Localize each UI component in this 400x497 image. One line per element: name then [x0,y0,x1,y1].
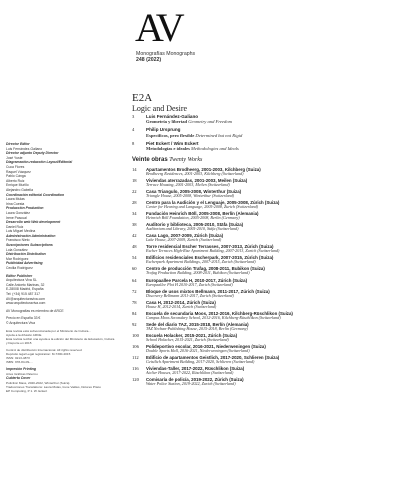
entry-text [146,141,392,152]
project-entry [132,255,392,265]
project-title: Apartamentos Brodheerg, 2001-2003, Kilchberg (Suiza) [146,166,261,172]
project-entry [132,300,392,310]
colophon-value: Policlinic Mass, 2020-2022, Winterthur (Suiza) [6,380,70,385]
colophon-value: Laura González [6,210,30,215]
colophon-legal: Esta revista recibió una ayuda a la edición del Ministerio de Educación, Cultura y Deporte en 2015 [6,336,115,345]
page-number: 22 [132,188,137,194]
colophon-label: Administración Administration [6,233,56,238]
entry-text [146,344,392,354]
project-entry [132,222,392,232]
colophon-label: Diagramación-redacción Layout/Editorial [6,160,73,165]
entry-text [146,167,392,177]
project-title: Viviendas-Taller, 2017-2022, Rüschlikon (Suiza) [146,366,245,372]
project-entry [132,377,392,387]
project-title: Bloque de usos mixtos Bellmann, 2011-2017, Zúrich (Suiza) [146,288,270,294]
colophon-label: Desarrollo web Web development [6,220,61,225]
project-entry [132,178,392,188]
page-number: 72 [132,288,137,294]
entry-title-es: Metodologías e ideales [146,146,190,152]
article-name: Logic and Desire [132,104,188,113]
colophon-legal: ISSN: 0213-487X [6,356,31,361]
page-number: 34 [132,211,137,216]
project-subtitle: Lake House, 2007-2009, Zurich (Switzerland) [146,237,222,243]
entry-text [146,178,392,188]
page-number: 48 [132,244,137,250]
colophon-value: Raquel Vázquez [6,169,31,174]
page-number: 8 [132,140,135,146]
colophon-value: Daniel Ruiz [6,224,24,229]
entry-author: Luis Fernández-Galiano [146,114,199,119]
entry-text [146,333,392,343]
entry-text [146,311,392,321]
article-title-block [132,92,187,114]
colophon-value: Laura Mulas [6,197,25,202]
entry-text [146,366,392,376]
colophon-value: Tel: (+34) 915 487 317 [6,292,41,296]
entry-text [146,189,392,199]
toc-entry [132,141,392,152]
colophon-value: Cecilia Rodríguez [6,266,33,271]
page-number: 64 [132,277,137,283]
entry-title-en: Determined but not Rigid [194,132,243,138]
colophon-value: AV@arquitecturaviva.com [6,296,45,301]
project-title: Casa Triangulo, 2005-2008, Winterthur (Suiza) [146,188,242,194]
entry-text [146,266,392,276]
colophon-label: Director Editor [6,142,30,146]
publication-name: Monografías Monographs [136,51,196,57]
entry-author: Philip Ursprung [146,127,181,133]
project-entry [132,233,392,243]
issue-number: 248 (2022) [136,57,162,63]
entry-text [146,200,392,210]
project-title: Polideportivo escolar, 2016-2021, Niederweningen (Suiza) [146,344,266,350]
project-subtitle: Triangle House, 2005-2008, Winterthur (Switzerland) [146,192,235,198]
colophon [6,142,116,393]
colophon-value: Luis Fernández-Galiano [6,146,43,151]
entry-text [146,278,392,288]
section-heading-en: Twenty Works [167,156,203,163]
entry-text [146,377,392,387]
colophon-value: EP Computing, P 1. W. Eckert [6,388,48,393]
project-subtitle: TAZ Nechan-Publishing House, 2015-2018, Berlin (Germany) [146,325,248,331]
project-entry [132,289,392,299]
entry-text [146,355,392,365]
page-number: 54 [132,255,137,261]
project-subtitle: Auditorium and Library, 2005-2010, Stäfa (Switzerland) [146,226,239,232]
colophon-label: Distribución Distribution [6,252,46,257]
project-subtitle: Terrace Housing, 2001-2003, Meilen (Switzerland) [146,181,230,187]
colophon-value: Enrique Murillo [6,183,29,188]
entry-text [146,289,392,299]
page-number: 60 [132,266,137,272]
colophon-value: Alberto Ruiz [6,178,25,183]
entry-title [146,146,392,151]
project-subtitle: Trafag Production Building, 2008-2011, Bubikon (Switzerland) [146,270,250,276]
colophon-value: Luis Miguel Medina [6,229,36,234]
project-title: Torre residencial Escher Terrasses, 2007-2013, Zúrich (Suiza) [146,244,274,250]
colophon-value: www.arquitecturaviva.com [6,301,46,306]
project-subtitle: Water Police Station, 2019-2022, Zurich (Switzerland) [146,381,236,387]
project-title: Auditorio y biblioteca, 2005-2010, Stäfa (Suiza) [146,222,244,228]
colophon-value: Mar Rodríguez [6,256,29,261]
entry-text [146,255,392,265]
colophon-value: Artes Gráficas Palermo [6,371,38,376]
colophon-value: AV Monografías es miembro de ARCE [6,308,64,313]
entry-title [146,119,392,124]
article-code: E2A [132,92,153,104]
page-number: 78 [132,299,137,305]
colophon-label: Impresión Printing [6,367,36,372]
colophon-label: Suscripciones Subscriptions [6,243,53,248]
project-subtitle: Campus Moos Secondary School, 2012-2016, Kilchberg-Rüschlikon (Switzerland) [146,314,281,320]
project-title: Edificio de apartamentos Geistlich, 2017-2020, Schlieren (Suiza) [146,355,280,361]
page-number: 116 [132,366,139,372]
project-entry [132,344,392,354]
table-of-contents [132,114,392,389]
project-subtitle: Heinrich Böll Foundation, 2005-2008, Berlin (Germany) [146,215,240,220]
entry-author: Piet Eckert / Wim Eckert [146,140,199,146]
colophon-value: Alejandro Gabella [6,187,33,192]
project-title: Comisaría de policía, 2019-2022, Zúrich (Suiza) [146,377,244,383]
project-entry [132,189,392,199]
project-entry [132,200,392,210]
colophon-value: Irene Pascual [6,215,27,220]
entry-title-en: Geometry and Freedom [187,119,232,125]
logo: AV [135,5,182,50]
project-subtitle: Escherpark Apartment Buildings, 2007-2015, Zurich (Switzerland) [146,259,256,265]
project-title: Edificios residenciales Escherpark, 2007-2015, Zúrich (Suiza) [146,255,274,261]
section-heading [132,157,392,164]
entry-text [146,211,392,221]
colophon-legal: Ayuda a la difusión ARCE. [6,332,43,337]
entry-text [146,244,392,254]
colophon-value: Arquitectura Viva SL [6,278,37,283]
project-subtitle: Brodheerg Residences, 2001-2003, Kilchberg (Switzerland) [146,170,244,176]
project-subtitle: Discovery Bellmann 2011-2017, Zurich (Switzerland) [146,292,234,298]
colophon-label: Cubierta Cover [6,376,31,380]
toc-entry [132,127,392,138]
project-title: Centro para la Audición y el Lenguaje, 2005-2008, Zúrich (Suiza) [146,199,280,205]
entry-text [146,233,392,243]
project-entry [132,167,392,177]
project-entry [132,355,392,365]
colophon-value: E-28008 Madrid, España [6,287,44,292]
project-subtitle: Europaallee Plot H 2010-2017, Zurich (Switzerland) [146,281,233,287]
entry-title-en: Methodologies and Ideals [189,146,239,152]
project-entry [132,266,392,276]
project-entry [132,333,392,343]
project-entry [132,366,392,376]
project-title: Europaallee Parcela H, 2010-2017, Zúrich (Suiza) [146,277,248,283]
project-entry [132,278,392,288]
entry-title-es: Especificos, pero flexible [146,132,195,138]
page-number: 92 [132,321,137,327]
colophon-value: Francisco Nieto [6,238,30,243]
project-title: Escuela Holacker, 2015-2021, Zúrich (Suiza) [146,333,238,339]
colophon-value: Traducciones Translations: Laura Mulas, Irene Valdes, Dolores Prieto [6,384,101,389]
colophon-label: Director adjunto Deputy Director [6,151,59,156]
project-subtitle: Atelier Houses, 2017-2022, Rüschlikon (Switzerland) [146,370,234,376]
project-entry [132,244,392,254]
project-subtitle: School Holacker, 2015-2021, Zurich (Switzerland) [146,337,229,343]
project-entry [132,322,392,332]
colophon-value: Cuca Flores [6,164,25,169]
colophon-legal: ISBN: 978-84-09-... [6,360,33,365]
page-number: 3 [132,114,135,119]
colophon-label: Coordinación editorial Coordination [6,192,65,197]
project-title: Sede del diario TAZ, 2015-2018, Berlín (Alemania) [146,321,249,327]
page-number: 18 [132,177,137,183]
entry-text [146,322,392,332]
entry-text [146,127,392,138]
entry-text [146,222,392,232]
project-title: Escuela de secundaria Moos, 2012-2016, Kilchberg-Rüschlikon (Suiza) [146,310,293,316]
colophon-legal: Control de distribución Internacional. All rights reserved [6,347,82,352]
colophon-value: Irina Cuesta [6,201,25,206]
page-number: 120 [132,377,139,383]
entry-text [146,114,392,125]
page-number: 100 [132,333,139,339]
colophon-value: Lola González [6,247,28,252]
entry-title-es: Geometría y libertad [146,119,188,125]
project-subtitle: Geistlich Apartment Building, 2017-2020, Schlieren (Switzerland) [146,359,255,365]
project-title: Centro de producción Trafag, 2008-2011, Bubikon (Suiza) [146,266,265,272]
page-number: 42 [132,233,137,239]
project-title: Fundación Heinrich Böll, 2005-2008, Berlín (Alemania) [146,211,259,216]
project-subtitle: Escher Terraces High-Rise Apartment Building, 2007-2013, Zurich (Switzerland) [146,248,280,254]
project-entry [132,311,392,321]
colophon-legal: Esta revista está subvencionada por el Ministerio de Cultura... [6,328,91,333]
project-entry [132,211,392,221]
colophon-value: © Arquitectura Viva [6,320,36,325]
colophon-value: Calle Aniceto Marinas, 32 [6,282,45,287]
page-number: 84 [132,310,137,316]
entry-text [146,300,392,310]
page-number: 38 [132,222,137,228]
page-number: 28 [132,199,137,205]
colophon-legal: Depósito legal Legal registration: M-7300-2015 [6,352,71,357]
project-title: Casa H, 2012-2014, Zúrich (Suiza) [146,299,216,305]
colophon-value: José Yuste [6,155,23,160]
colophon-value: Pablo Cánga [6,174,26,179]
page-number: 4 [132,127,135,133]
colophon-label: Editor Publisher [6,273,33,278]
project-subtitle: House H, 2012-2014, Zurich (Switzerland) [146,303,217,309]
toc-entry [132,114,392,125]
project-title: Viviendas aterrazadas, 2001-2003, Meilen (Suiza) [146,177,248,183]
project-subtitle: Double Sports Hall, 2016-2021, Niederweningen (Switzerland) [146,348,250,354]
colophon-label: Producción Production [6,206,44,211]
entry-title [146,133,392,138]
colophon-label: Publicidad Advertising [6,261,43,266]
page-number: 106 [132,344,139,350]
project-title: Casa Lago, 2007-2009, Zúrich (Suiza) [146,233,224,239]
section-heading-es: Veinte obras [132,156,168,163]
colophon-value: Precio en España 33 € [6,316,41,321]
page-number: 14 [132,166,137,172]
page-number: 112 [132,355,139,361]
project-subtitle: Center for Hearing and Language, 2005-2008, Zurich (Switzerland) [146,203,259,209]
